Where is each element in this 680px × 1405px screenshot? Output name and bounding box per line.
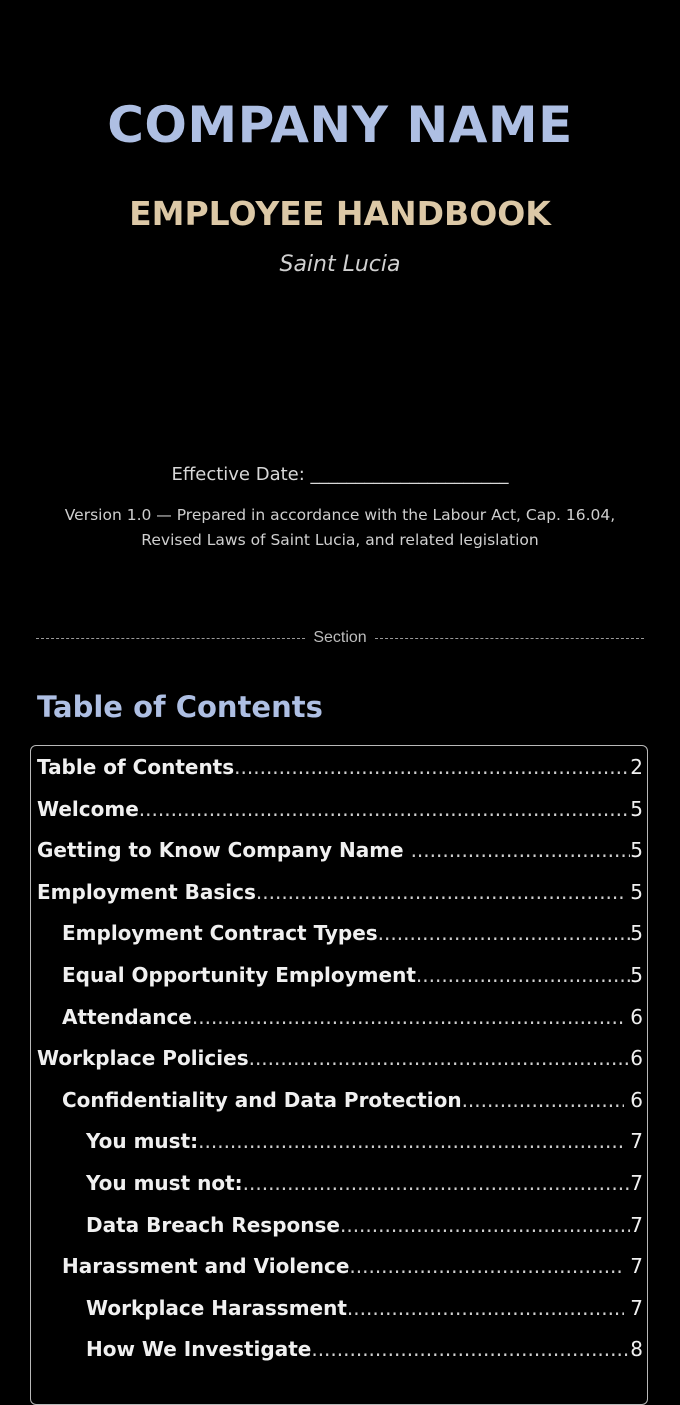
version-note xyxy=(30,503,650,553)
toc-entry-title: Workplace Policies xyxy=(37,1046,249,1071)
toc-page-number: 6 xyxy=(623,1087,643,1112)
toc-entry-title: Harassment and Violence xyxy=(62,1254,350,1279)
toc-page-number: 5 xyxy=(630,921,643,946)
toc-entry[interactable] xyxy=(37,1171,643,1201)
toc-page-number: 5 xyxy=(623,879,643,904)
toc-page-number: 6 xyxy=(623,1004,643,1029)
toc-entry-title: Workplace Harassment xyxy=(86,1295,347,1320)
table-of-contents xyxy=(30,745,648,1405)
toc-dot-leader xyxy=(139,797,630,821)
toc-entry-title: Table of Contents xyxy=(37,755,235,779)
toc-page-number: 7 xyxy=(623,1129,643,1154)
divider-label: Section xyxy=(313,629,367,646)
toc-dot-leader xyxy=(249,1046,631,1070)
toc-entry-title: Getting to Know Company Name xyxy=(37,838,411,863)
toc-dot-leader xyxy=(256,880,624,904)
toc-entry[interactable] xyxy=(37,1296,643,1326)
toc-page-number: 7 xyxy=(630,1212,643,1237)
toc-entry-title: Employment Basics xyxy=(37,879,256,904)
toc-page-number: 8 xyxy=(630,1337,643,1362)
toc-page-number: 7 xyxy=(623,1295,643,1320)
divider-line xyxy=(375,638,644,639)
toc-dot-leader xyxy=(349,1254,624,1278)
country-subtitle: Saint Lucia xyxy=(279,252,401,277)
toc-entry[interactable] xyxy=(37,838,643,868)
toc-entry[interactable] xyxy=(37,1213,643,1243)
toc-dot-leader xyxy=(198,1129,624,1153)
toc-page-number: 7 xyxy=(623,1254,643,1279)
toc-dot-leader xyxy=(340,1213,630,1237)
toc-dot-leader xyxy=(347,1296,624,1320)
toc-dot-leader xyxy=(462,1088,624,1112)
toc-entry[interactable] xyxy=(37,1046,643,1076)
toc-dot-leader xyxy=(234,755,630,779)
toc-entry-title: You must not: xyxy=(86,1171,243,1195)
toc-entry[interactable] xyxy=(37,963,643,993)
toc-entry-title: Attendance xyxy=(62,1004,192,1029)
toc-page-number: 2 xyxy=(630,755,643,779)
section-divider xyxy=(36,629,644,647)
toc-dot-leader xyxy=(411,838,631,862)
toc-entry-title: Welcome xyxy=(37,796,139,821)
toc-dot-leader xyxy=(311,1337,630,1361)
toc-entry[interactable] xyxy=(37,1254,643,1284)
company-name: COMPANY NAME xyxy=(107,96,573,154)
toc-dot-leader xyxy=(192,1005,624,1029)
toc-page-number: 5 xyxy=(630,796,643,821)
toc-entry[interactable] xyxy=(37,1088,643,1118)
toc-entry[interactable] xyxy=(37,880,643,910)
version-note-line: Revised Laws of Saint Lucia, and related legislation xyxy=(141,531,539,549)
toc-page-number: 7 xyxy=(630,1171,643,1195)
toc-entry-title: How We Investigate xyxy=(86,1337,312,1362)
toc-entry[interactable] xyxy=(37,1337,643,1367)
divider-line xyxy=(36,638,305,639)
toc-page-number: 5 xyxy=(630,838,643,863)
toc-page-number: 5 xyxy=(630,963,643,987)
version-note-line: Version 1.0 — Prepared in accordance with the Labour Act, Cap. 16.04, xyxy=(64,506,616,524)
toc-entry-title: Employment Contract Types xyxy=(62,921,378,946)
toc-entry[interactable] xyxy=(37,921,643,951)
toc-dot-leader xyxy=(378,921,631,945)
toc-entry-title: Equal Opportunity Employment xyxy=(62,963,416,987)
toc-entry-title: Confidentiality and Data Protection xyxy=(62,1087,462,1112)
toc-entry[interactable] xyxy=(37,1129,643,1159)
toc-entry[interactable] xyxy=(37,755,643,785)
effective-date-line: Effective Date: ______________________ xyxy=(171,464,509,485)
toc-entry-title: Data Breach Response xyxy=(86,1212,340,1237)
toc-heading: Table of Contents xyxy=(37,690,323,724)
toc-entry[interactable] xyxy=(37,797,643,827)
toc-entry[interactable] xyxy=(37,1005,643,1035)
toc-entry-title: You must: xyxy=(86,1129,199,1154)
toc-dot-leader xyxy=(243,1171,631,1195)
toc-page-number: 6 xyxy=(630,1046,643,1071)
toc-dot-leader xyxy=(416,963,630,987)
document-title: EMPLOYEE HANDBOOK xyxy=(129,194,551,233)
